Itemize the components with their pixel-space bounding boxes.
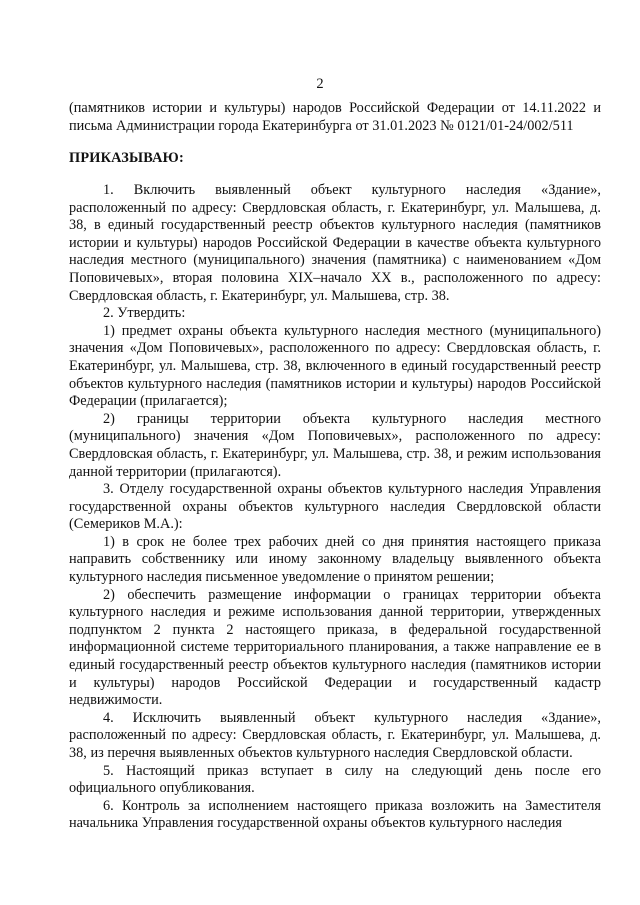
order-body [69,182,601,833]
paragraph-approve: 2. Утвердить: [103,305,186,322]
paragraph-protection-subject: 1) предмет охраны объекта культурного наследия местного (муниципального) значения «Дом Поповичевых», расположенного по адресу: Свердловская область, г. Екатеринбург, ул. Малышева, стр. 38, включенного в единый государственный реестр объектов культурного наследия (памятников истории и культуры) народов Российской Федерации (прилагается); [69,322,601,410]
paragraph-territory-boundaries: 2) границы территории объекта культурного наследия местного (муниципального) значения «Дом Поповичевых», расположенного по адресу: Свердловская область, г. Екатеринбург, ул. Малышева, стр. 38, и режим использования данной территории (прилагаются). [69,410,601,480]
paragraph-entry-into-force: 5. Настоящий приказ вступает в силу на следующий день после его официального опубликования. [69,762,601,797]
paragraph-publish-info: 2) обеспечить размещение информации о границах территории объекта культурного наследия и режиме использования данной территории, утвержденных подпунктом 2 пункта 2 настоящего приказа, в федеральной государственной информационной системе территориального планирования, а также направление ее в единый государственный реестр объектов культурного наследия (памятников истории и культуры) народов Российской Федерации и государственный кадастр недвижимости. [69,586,601,709]
paragraph-control: 6. Контроль за исполнением настоящего приказа возложить на Заместителя начальника Управления государственной охраны объектов культурного наследия [69,797,601,832]
paragraph-department-tasks: 3. Отделу государственной охраны объектов культурного наследия Управления государственной охраны объектов культурного наследия Свердловской области (Семериков М.А.): [69,481,601,533]
paragraph-notify-owner: 1) в срок не более трех рабочих дней со дня принятия настоящего приказа направить собственнику или иному законному владельцу выявленного объекта культурного наследия письменное уведомление о принятом решении; [69,533,601,586]
intro-paragraph: (памятников истории и культуры) народов Российской Федерации от 14.11.2022 и письма Администрации города Екатеринбурга от 31.01.2023 № 0121/01-24/002/511 [69,100,601,134]
paragraph-include-object: 1. Включить выявленный объект культурного наследия «Здание», расположенный по адресу: Свердловская область, г. Екатеринбург, ул. Малышева, д. 38, в единый государственный реестр объектов культурного наследия (памятников истории и культуры) народов Российской Федерации в качестве объекта культурного наследия местного (муниципального) значения (памятника) с наименованием «Дом Поповичевых», вторая половина XIX–начало XX в., расположенного по адресу: Свердловская область, г. Екатеринбург, ул. Малышева, стр. 38. [69,182,601,304]
order-heading: ПРИКАЗЫВАЮ: [69,150,184,166]
page-number: 2 [316,76,324,92]
paragraph-exclude-object: 4. Исключить выявленный объект культурного наследия «Здание», расположенный по адресу: Свердловская область, г. Екатеринбург, ул. Малышева, д. 38, из перечня выявленных объектов культурного наследия Свердловской области. [69,709,601,761]
